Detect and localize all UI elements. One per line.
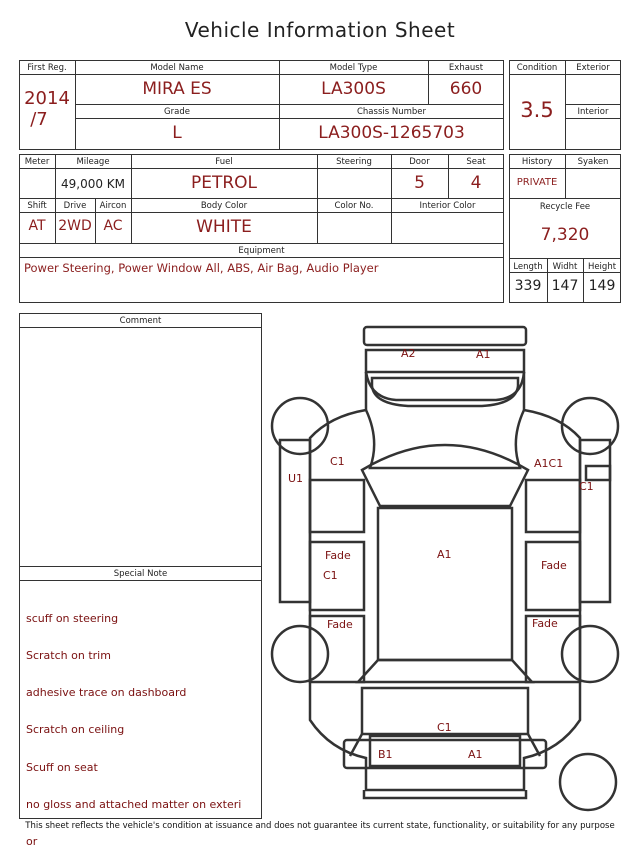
width-label: Widht [552,262,578,272]
grade-value: L [172,123,182,143]
special-note-item: Scratch on ceiling [26,723,125,737]
damage-mark-a1-front: A1 [468,748,483,761]
chassis-value: LA300S-1265703 [318,123,465,143]
equipment-label: Equipment [238,246,285,256]
damage-mark-a2-rear: A2 [401,347,416,360]
body-color-label: Body Color [200,201,248,211]
fuel-label: Fuel [215,157,233,167]
first-reg-year: 2014 [24,88,70,109]
damage-mark-a1-rear: A1 [476,348,491,361]
seat-label: Seat [466,157,486,167]
condition-value: 3.5 [520,98,554,122]
damage-mark-fade-left-front-door: Fade [327,618,353,631]
exterior-label: Exterior [576,63,610,73]
history-value: PRIVATE [516,177,558,188]
model-name-value: MIRA ES [142,79,212,99]
grade-label: Grade [164,107,190,117]
first-reg-label: First Reg. [27,63,67,73]
damage-mark-a1-roof: A1 [437,548,452,561]
fuel-value: PETROL [190,173,258,193]
door-value: 5 [414,173,425,193]
damage-mark-c1-left-door: C1 [323,569,338,582]
damage-mark-a1c1-right-quarter: A1C1 [534,457,564,470]
special-note-item: scuff on steering [26,611,119,625]
disclaimer-footer: This sheet reflects the vehicle's condition at issuance and does not guarantee its current state, functionality, or suitability for any purpose [25,821,615,831]
door-label: Door [409,157,430,167]
damage-mark-u1-left: U1 [288,472,304,485]
comment-label: Comment [119,316,162,326]
length-label: Length [513,262,543,272]
body-color-value: WHITE [196,217,252,237]
special-note-item: Scratch on trim [26,649,111,663]
exhaust-value: 660 [449,79,483,99]
history-label: History [521,157,553,167]
exhaust-label: Exhaust [448,63,484,73]
seat-value: 4 [470,173,482,193]
mileage-value: 49,000 KM [60,177,126,191]
damage-mark-fade-left-door: Fade [325,549,351,562]
shift-value: AT [28,218,46,234]
color-no-label: Color No. [334,201,374,211]
damage-mark-c1-right: C1 [579,480,594,493]
height-label: Height [587,262,617,272]
recycle-fee-value: 7,320 [540,225,590,245]
special-note-list [26,588,258,861]
recycle-fee-label: Recycle Fee [539,202,591,212]
meter-label: Meter [24,157,50,167]
damage-mark-fade-right-front-door: Fade [532,617,558,630]
drive-label: Drive [63,201,87,211]
model-name-label: Model Name [150,63,204,73]
aircon-label: Aircon [99,201,127,211]
height-value: 149 [588,278,616,294]
length-value: 339 [514,278,542,294]
shift-label: Shift [27,201,47,211]
interior-color-label: Interior Color [419,201,476,211]
model-type-label: Model Type [329,63,378,73]
damage-mark-b1-front: B1 [378,748,393,761]
damage-mark-fade-right-door: Fade [541,559,567,572]
damage-mark-c1-left-quarter: C1 [330,455,345,468]
syaken-label: Syaken [577,157,609,167]
page-title: Vehicle Information Sheet [184,18,456,42]
first-reg-month: /7 [30,109,48,130]
special-note-item: adhesive trace on dashboard [26,686,187,700]
special-note-label: Special Note [113,569,168,579]
model-type-value: LA300S [321,79,386,99]
special-note-item: no gloss and attached matter on exteri [26,797,242,811]
special-note-item: Scuff on seat [26,760,98,774]
width-value: 147 [551,278,579,294]
special-note-item: or [26,835,38,849]
mileage-label: Mileage [76,157,110,167]
steering-label: Steering [336,157,372,167]
interior-label: Interior [577,107,609,117]
aircon-value: AC [103,218,123,234]
damage-mark-c1-hood: C1 [437,721,452,734]
equipment-value: Power Steering, Power Window All, ABS, Air Bag, Audio Player [24,261,379,275]
condition-label: Condition [516,63,558,73]
chassis-label: Chassis Number [356,107,427,117]
drive-value: 2WD [58,218,92,234]
